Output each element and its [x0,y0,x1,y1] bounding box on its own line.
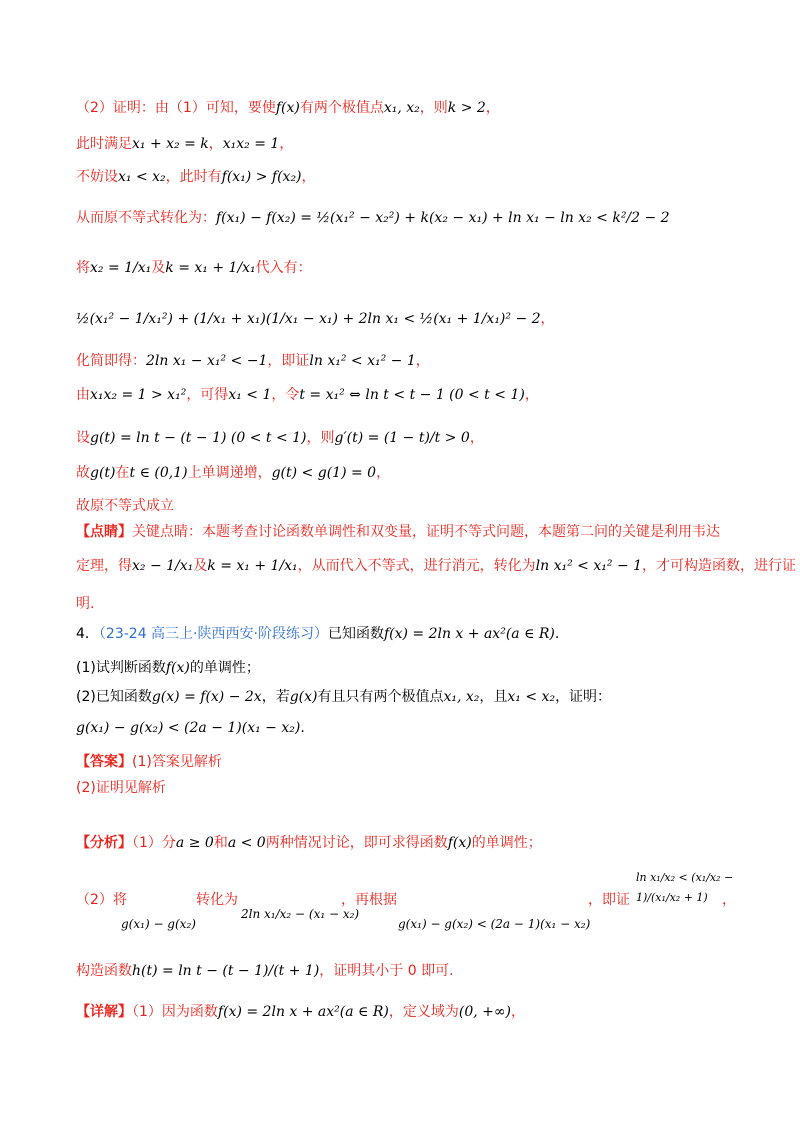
formula: g(x₁) − g(x₂) < (2a − 1)(x₁ − x₂) [76,720,301,736]
question-number: 4． [76,626,99,642]
text: 设 [76,430,90,446]
formula: g(t) [90,465,116,481]
text: 构造函数 [76,963,132,979]
proof-conclusion [76,496,740,516]
text: （2）将 [76,892,127,908]
text: ，令 [271,387,300,403]
formula: f(x) [447,835,472,851]
formula: x₁ < 1 [228,387,272,403]
text: ，再根据 [341,892,397,908]
text: . [300,720,305,736]
formula: ln x₁/x₂ < (x₁/x₂ − 1)/(x₁/x₂ + 1) [636,871,734,904]
formula: h(t) = ln t − (t − 1)/(t + 1) [132,963,320,979]
text: 的单调性； [189,660,260,676]
text: ，证明： [555,689,612,705]
question-source: （23-24 高三上·陕西西安·阶段练习） [98,626,328,642]
proof-line-8 [76,385,740,405]
formula: g(x) = f(x) − 2x [151,689,262,705]
formula: f(x₁) − f(x₂) = ½(x₁² − x₂²) + k(x₂ − x₁) + ln x₁ − ln x₂ < k²/2 − 2 [216,210,670,226]
formula: f(x) = 2ln x + ax²(a ∈ R) [217,1004,389,1020]
proof-line-2 [76,134,740,154]
text: 化简即得： [76,353,146,369]
detail-label: 【详解】 [76,1004,132,1020]
text: 的单调性； [471,835,542,851]
text: ， [511,1004,525,1020]
analysis-line-1 [76,833,740,853]
text: 已知函数 [327,626,384,642]
proof-line-7 [76,351,740,371]
formula: ln x₁² < x₁² − 1 [535,558,643,574]
formula: f(x) [165,660,190,676]
text: (1)答案见解析 [132,754,222,770]
answer-label: 【答案】 [76,754,132,770]
question-4-stem [76,624,740,644]
text: 及 [193,558,208,574]
answer-line-1 [76,752,740,772]
formula: g(x) [289,689,318,705]
tip-line-1 [76,522,740,542]
text: 故原不等式成立 [76,498,174,514]
formula: f(x) [275,100,300,116]
text: ，即证 [267,353,310,369]
formula: 2ln x₁ − x₁² < −1 [146,353,268,369]
formula: g(t) = ln t − (t − 1) (0 < t < 1) [90,430,307,446]
text: ，若 [261,689,290,705]
text: ，才可构造函数，进行证 [642,558,797,574]
text: （1）分 [132,835,176,851]
formula: x₁x₂ = 1 > x₁² [90,387,187,403]
text: ，即证 [588,892,630,908]
text: 上单调递增， [187,465,272,481]
text: 定理，得 [76,558,132,574]
text: 此时满足 [76,136,132,152]
formula: g(t) < g(1) = 0 [271,465,377,481]
analysis-label: 【分析】 [76,835,132,851]
formula: g(x₁) − g(x₂) [121,917,196,931]
answer-line-2 [76,778,740,798]
proof-line-3 [76,167,740,187]
formula: g′(t) = (1 − t)/t > 0 [334,430,470,446]
text: 从而原不等式转化为： [76,210,216,226]
text: ， [279,136,294,152]
text: ， [524,387,539,403]
formula: t = x₁² ⇔ ln t < t − 1 (0 < t < 1) [299,387,525,403]
formula: x₁ + x₂ = k [132,136,209,152]
text: (2)证明见解析 [76,780,166,796]
formula: a ≥ 0 [175,835,214,851]
text: 在 [115,465,130,481]
proof-line-9 [76,428,740,448]
text: 关键点睛：本题考查讨论函数单调性和双变量，证明不等式问题，本题第二问的关键是利用韦达 [132,524,720,540]
formula: ln x₁² < x₁² − 1 [309,353,416,369]
text: 两种情况讨论，即可求得函数 [265,835,448,851]
text: (2)已知函数 [76,689,152,705]
text: ， [540,311,555,327]
question-4-part-2-inequality [76,718,740,738]
formula: x₁ < x₂ [507,689,556,705]
text: ， [208,136,223,152]
text: ，证明其小于 0 即可. [319,963,454,979]
question-4-part-2 [76,687,740,707]
formula: t ∈ (0,1) [129,465,188,481]
tip-line-2 [76,556,797,576]
text: . [554,626,560,642]
formula: x₁x₂ = 1 [222,136,280,152]
text: ，且 [479,689,508,705]
formula: k > 2 [447,100,486,116]
text: ，定义域为 [388,1004,459,1020]
formula: 2ln x₁/x₂ − (x₁ − x₂) [241,907,360,921]
formula: f(x) = 2ln x + ax²(a ∈ R) [383,626,555,642]
formula: k = x₁ + 1/x₁ [165,260,256,276]
proof-line-1 [76,98,740,118]
text: ，此时有 [165,169,222,185]
text: ， [415,353,430,369]
formula: x₂ = 1/x₁ [90,260,152,276]
tip-label: 【点睛】 [76,524,132,540]
question-4-part-1 [76,658,740,678]
text: 明. [76,596,95,612]
proof-line-4 [76,208,740,228]
text: ，可得 [186,387,229,403]
formula: x₁, x₂ [443,689,480,705]
text: ， [376,465,391,481]
text: ， [485,100,500,116]
text: ， [469,430,484,446]
formula: k = x₁ + 1/x₁ [207,558,298,574]
text: ， [301,169,316,185]
tip-line-3 [76,594,740,614]
formula: (0, +∞) [458,1004,511,1020]
proof-line-10 [76,463,740,483]
text: 故 [76,465,90,481]
formula: x₁ < x₂ [118,169,166,185]
text: (1)试判断函数 [76,660,166,676]
text: 代入有： [255,260,312,276]
text: ，则 [419,100,448,116]
text: （1）因为函数 [132,1004,218,1020]
text: 和 [213,835,228,851]
proof-line-6 [76,309,740,329]
text: 由 [76,387,90,403]
text: （2）证明：由（1）可知，要使 [76,100,276,116]
text: 不妨设 [76,169,118,185]
text: 将 [76,260,90,276]
text: ，从而代入不等式，进行消元，转化为 [297,558,536,574]
text: ， [722,892,736,908]
analysis-line-2 [76,871,740,931]
text: 转化为 [196,892,238,908]
formula: g(x₁) − g(x₂) < (2a − 1)(x₁ − x₂) [398,917,591,931]
proof-line-5 [76,258,740,278]
formula: x₁, x₂ [383,100,420,116]
formula: a < 0 [227,835,266,851]
text: 有两个极值点 [299,100,384,116]
analysis-line-3 [76,961,740,981]
detail-line-1 [76,1002,740,1022]
formula: f(x₁) > f(x₂) [221,169,302,185]
text: ，则 [306,430,335,446]
formula: x₂ − 1/x₁ [132,558,194,574]
formula: ½(x₁² − 1/x₁²) + (1/x₁ + x₁)(1/x₁ − x₁) + 2ln x₁ < ½(x₁ + 1/x₁)² − 2 [76,311,541,327]
text: 有且只有两个极值点 [317,689,444,705]
text: 及 [151,260,166,276]
